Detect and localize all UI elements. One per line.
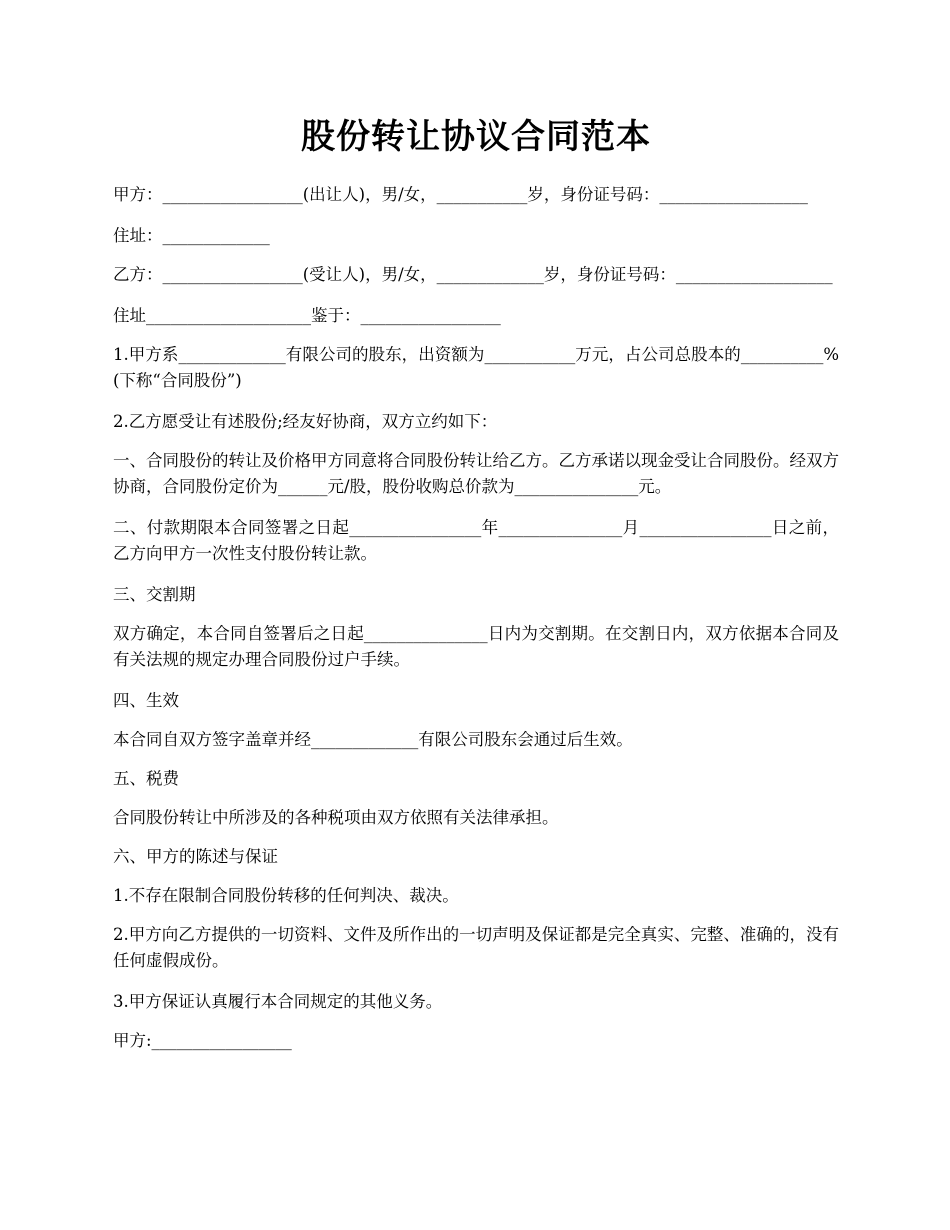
clause-1: 1.甲方系_____________有限公司的股东，出资额为___________万元，占公司总股本的__________%(下称“合同股份”) — [113, 345, 839, 390]
section-5-body: 合同股份转让中所涉及的各种税项由双方依照有关法律承担。 — [113, 808, 559, 827]
section-4-heading: 四、生效 — [113, 691, 179, 710]
section-2-payment: 二、付款期限本合同签署之日起________________年_______________月________________日之前，乙方向甲方一次性支付股份转让款。 — [113, 518, 839, 563]
document-page — [113, 108, 839, 1067]
party-b-address: 住址____________________鉴于：_________________ — [113, 306, 501, 325]
section-6-item-3: 3.甲方保证认真履行本合同规定的其他义务。 — [113, 992, 443, 1011]
section-3-body: 双方确定，本合同自签署后之日起_______________日内为交割期。在交割日内，双方依据本合同及有关法规的规定办理合同股份过户手续。 — [113, 624, 839, 669]
section-1-price: 一、合同股份的转让及价格甲方同意将合同股份转让给乙方。乙方承诺以现金受让合同股份。经双方协商，合同股份定价为______元/股，股份收购总价款为_______________元。 — [113, 451, 839, 496]
section-6-item-1: 1.不存在限制合同股份转移的任何判决、裁决。 — [113, 886, 459, 905]
section-4-body: 本合同自双方签字盖章并经_____________有限公司股东会通过后生效。 — [113, 730, 633, 749]
document-title: 股份转让协议合同范本 — [301, 117, 651, 157]
clause-2: 2.乙方愿受让有述股份;经友好协商，双方立约如下： — [113, 412, 498, 431]
party-a-address: 住址：_____________ — [113, 226, 270, 245]
section-3-heading: 三、交割期 — [113, 585, 196, 604]
party-b-info: 乙方：_________________(受让人)，男/女，_____________岁，身份证号码：___________________ — [113, 265, 833, 284]
section-6-heading: 六、甲方的陈述与保证 — [113, 847, 278, 866]
party-a-signature: 甲方:_________________ — [113, 1031, 292, 1050]
section-5-heading: 五、税费 — [113, 769, 179, 788]
section-6-item-2: 2.甲方向乙方提供的一切资料、文件及所作出的一切声明及保证都是完全真实、完整、准确的，没有任何虚假成份。 — [113, 925, 839, 970]
party-a-info: 甲方：_________________(出让人)，男/女，___________岁，身份证号码：__________________ — [113, 185, 808, 204]
